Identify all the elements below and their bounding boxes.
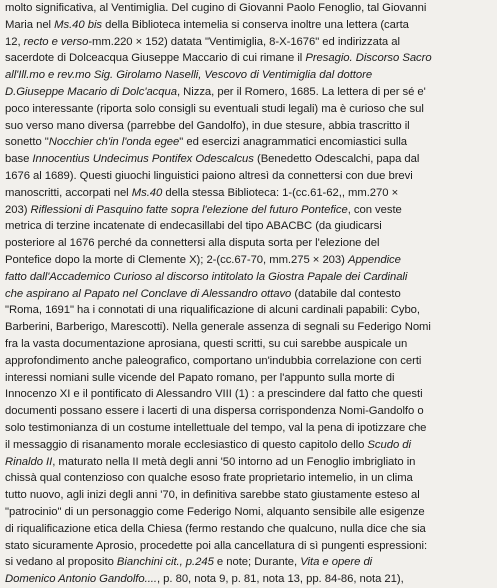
text-line (5, 403, 493, 420)
text-line (5, 336, 493, 353)
italic-text: Scudo di (367, 438, 411, 451)
body-text: "Roma, 1691" ha i connotati di una riqualificazione di alcuni cardinali papabili: Cybo, (5, 304, 421, 317)
body-text: 203) (5, 203, 31, 216)
body-text: "patrocinio" di un personaggio come Federigo Nomi, alquanto sensibile alle esigenze (5, 505, 425, 518)
text-line (5, 504, 493, 521)
body-text: fra la vasta documentazione aprosiana, questi scritti, su cui sarebbe auspicale un (5, 337, 408, 350)
italic-text: recto e verso (23, 35, 89, 48)
text-line (5, 67, 493, 84)
italic-text: Ms.40 (131, 186, 163, 199)
text-line (5, 353, 493, 370)
body-text: stato sicuramente Aprosio, procedette poi alla cancellatura di sì pungenti espressioni: (5, 539, 428, 552)
text-line (5, 151, 493, 168)
text-line (5, 17, 493, 34)
text-line (5, 538, 493, 555)
text-line (5, 118, 493, 135)
body-text: solo testimonianza di un costume intellettuale del tempo, val la pena di ipotizzare che (5, 421, 427, 434)
body-text: sacerdote di Dolceacqua Giuseppe Maccario di cui rimane il (5, 52, 306, 65)
text-line (5, 470, 493, 487)
body-text: 12, (5, 35, 24, 48)
italic-text: fatto dall'Accademico Curioso al discorso intitolato la Giostra Papale dei Cardinali (5, 270, 408, 283)
text-line (5, 571, 493, 588)
body-text: poco interessante (riporta solo consigli su eventuali studi legali) ma è curioso che sul (5, 102, 424, 115)
body-text: della Biblioteca intemelia si conserva inoltre una lettera (carta (102, 18, 409, 31)
italic-text: D.Giuseppe Macario di Dolc'acqua (5, 85, 177, 98)
text-line (5, 554, 493, 571)
italic-text: Presagio. Discorso Sacro (305, 52, 432, 65)
body-text: Pontefice dopo la morte di Clemente X); 2-(cc.67-70, mm.275 × 203) (5, 253, 348, 266)
italic-text: Bianchini cit., p.245 (116, 556, 214, 569)
body-text: , maturato nella II metà degli anni '50 intorno ad un Fenoglio imbrigliato in (52, 455, 416, 468)
body-text: Maria nel (5, 18, 55, 31)
text-line (5, 319, 493, 336)
body-text: chissà qual contenzioso con qualche esoso frate proprietario intemelio, in un clima (5, 472, 413, 485)
italic-text: Appendice (347, 253, 401, 266)
body-text: e note; Durante, (213, 556, 301, 569)
text-line (5, 134, 493, 151)
italic-text: Innocentius Undecimus Pontifex Odescalcus (32, 153, 254, 166)
body-text: si vedano al proposito (5, 556, 117, 569)
body-text: della stessa Biblioteca: 1-(cc.61-62,, mm.270 × (162, 186, 399, 199)
italic-text: all'Ill.mo e rev.mo Sig. Girolamo Naselli, Vescovo di Ventimiglia dal dottore (5, 69, 373, 82)
body-text: suo verso mano diversa (parrebbe del Gandolfo), in due stesure, abbia trascritto il (5, 119, 410, 132)
body-text: , Nizza, per il Romero, 1685. La lettera di per sé e' (176, 85, 426, 98)
body-text: di riqualificazione etica della Chiesa (fermo restando che qualcuno, nulla dice che sia (5, 522, 426, 535)
text-line (5, 0, 493, 17)
italic-text: Nocchier ch'in l'onda egee (48, 136, 180, 149)
text-line (5, 286, 493, 303)
body-text: sonetto " (5, 136, 49, 149)
text-line (5, 521, 493, 538)
text-line (5, 487, 493, 504)
body-text: Innocenzo XI e il pontificato di Alessandro VIII (1) : a prescindere dal fatto che questi (5, 388, 423, 401)
body-text: molto significativa, al Ventimiglia. Del cugino di Giovanni Paolo Fenoglio, tal Giovanni (5, 2, 427, 14)
italic-text: Ms.40 bis (54, 18, 103, 31)
body-text: approfondimento anche paleografico, comportano un'indubbia correlazione con certi (5, 354, 422, 367)
text-line (5, 235, 493, 252)
text-line (5, 454, 493, 471)
body-text: manoscritti, accorpati nel (5, 186, 132, 199)
text-line (5, 50, 493, 67)
body-text: " ed esercizi anagrammatici encomiastici sulla (179, 136, 408, 149)
text-line (5, 269, 493, 286)
text-line (5, 168, 493, 185)
body-text: interessi nomiani sulle vicende del Papato romano, per l'appunto sulla morte di (5, 371, 395, 384)
italic-text: Rinaldo II (5, 455, 53, 468)
body-text: tutto nuovo, agli inizi degli anni '70, in definitiva sarebbe stato giustamente esteso al (5, 489, 420, 502)
text-line (5, 420, 493, 437)
body-text: (Benedetto Odescalchi, papa dal (253, 153, 420, 166)
text-line (5, 34, 493, 51)
text-line (5, 437, 493, 454)
italic-text: che aspirano al Papato nel Conclave di Alessandro ottavo (5, 287, 292, 300)
body-text: base (5, 153, 33, 166)
text-line (5, 370, 493, 387)
body-text: , p. 80, nota 9, p. 81, nota 13, pp. 84-86, nota 21), (157, 573, 404, 586)
text-line (5, 101, 493, 118)
text-line (5, 386, 493, 403)
text-line (5, 302, 493, 319)
body-text: documenti possano essere i lacerti di una dispersa corrispondenza Nomi-Gandolfo o (5, 405, 424, 418)
body-text: posteriore al 1676 perché da connettersi alla disputa sorta per l'elezione del (5, 237, 380, 250)
body-text: , con veste (347, 203, 402, 216)
text-line (5, 218, 493, 235)
body-text: Barberini, Barberigo, Marescotti). Nella generale assenza di segnali su Federigo Nomi (5, 321, 431, 334)
text-line (5, 252, 493, 269)
text-line (5, 185, 493, 202)
body-text: il messaggio di risanamento morale ecclesiastico di questo capitolo dello (5, 438, 368, 451)
italic-text: Vita e opere di (300, 556, 373, 569)
italic-text: Riflessioni di Pasquino fatte sopra l'elezione del futuro Pontefice (30, 203, 348, 216)
text-line (5, 202, 493, 219)
italic-text: Domenico Antonio Gandolfo.... (5, 573, 157, 586)
text-line (5, 84, 493, 101)
body-text: (databile dal contesto (291, 287, 401, 300)
body-text: -mm.220 × 152) datata "Ventimiglia, 8-X-1676" ed indirizzata al (88, 35, 400, 48)
body-text: 1676 al 1689). Questi giuochi linguistici paiono altresì da connettersi con due brevi (5, 169, 413, 182)
body-text: metrica di terzine incatenate di endecasillabi del tipo ABACBC (da giudicarsi (5, 220, 382, 233)
